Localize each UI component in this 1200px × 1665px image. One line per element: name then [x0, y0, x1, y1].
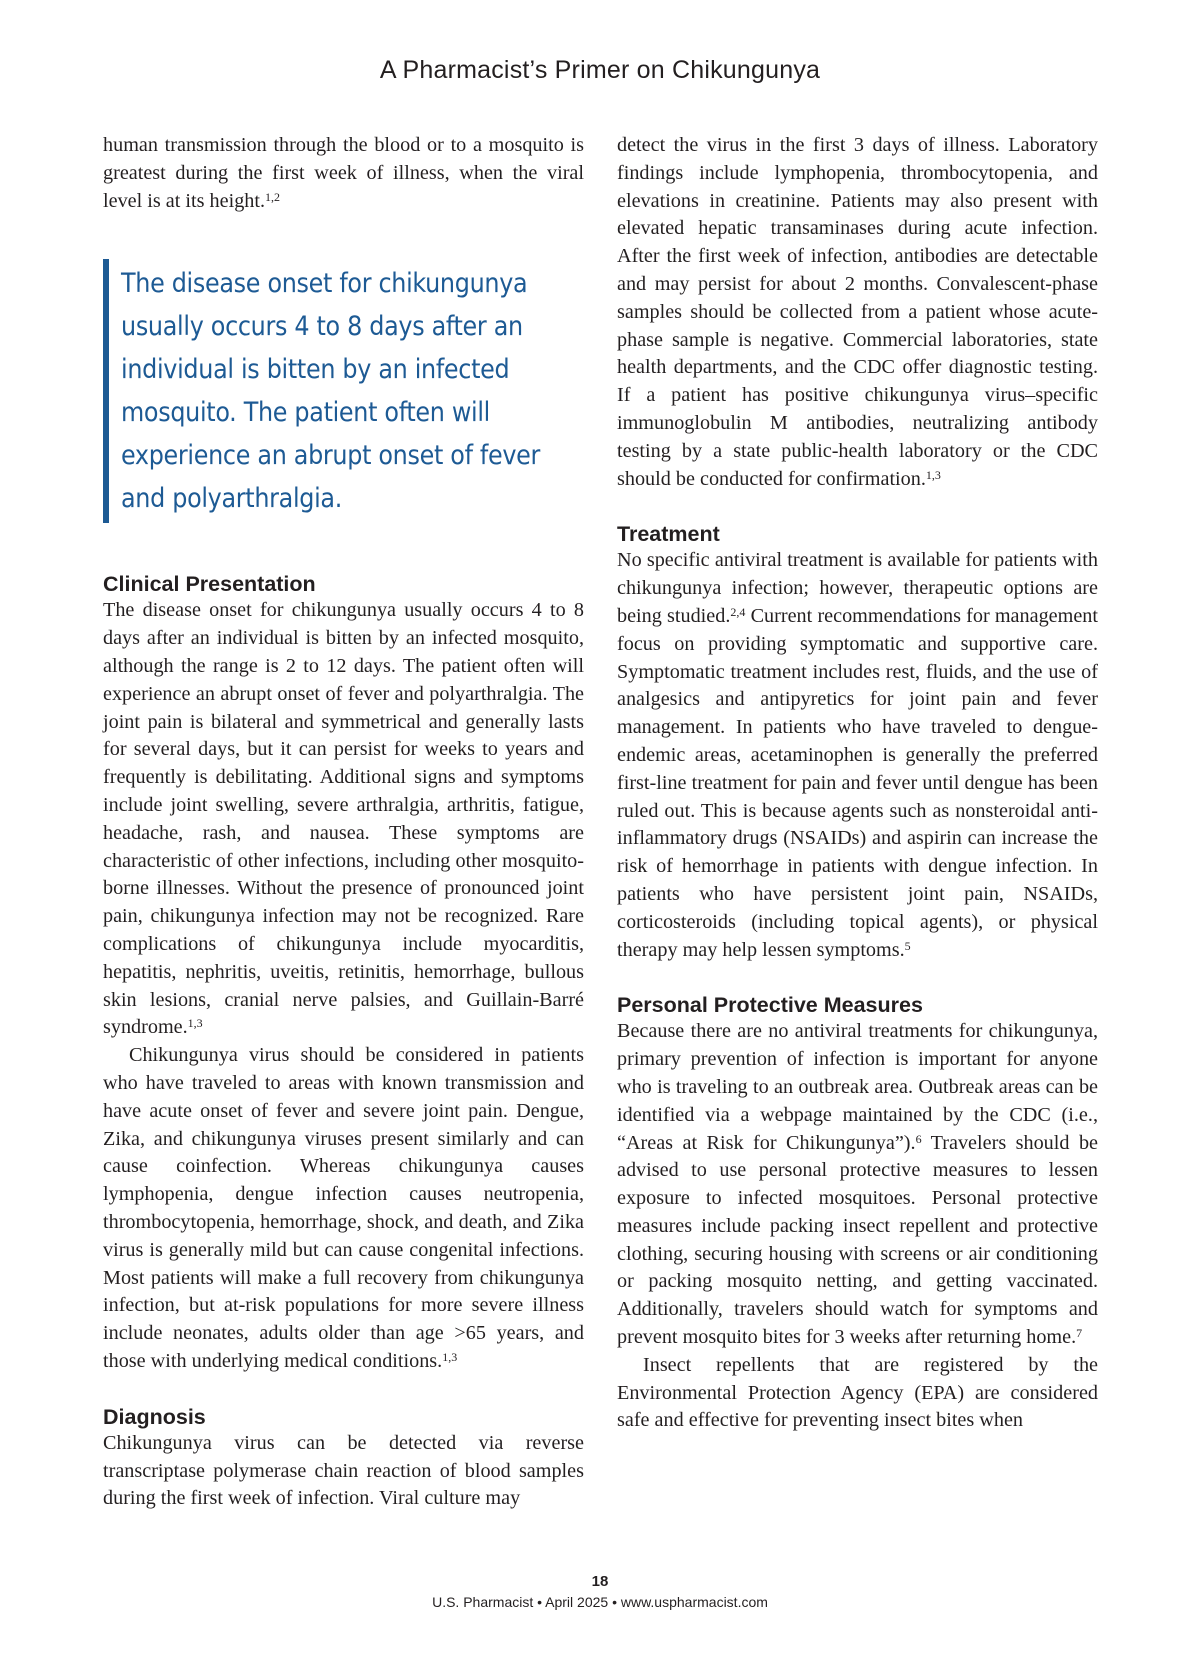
citation: 2,4 [730, 604, 746, 619]
citation: 1,3 [187, 1016, 203, 1031]
left-column [103, 132, 584, 1513]
diagnosis-paragraph-1: Chikungunya virus can be detected via reverse transcriptase polymerase chain reaction of blood samples during the first week of infection. Viral culture may [103, 1431, 584, 1510]
intro-paragraph: human transmission through the blood or to a mosquito is greatest during the first week of illness, when the viral level is at its height.$^{1,2}$ [103, 134, 584, 212]
citation: 1,3 [925, 467, 941, 482]
running-head: A Pharmacist’s Primer on Chikungunya [379, 56, 821, 84]
right-column [617, 132, 1098, 1435]
citation: 6 [915, 1131, 922, 1146]
diagnosis-paragraph-continued: detect the virus in the first 3 days of illness. Laboratory findings include lymphopenia, thrombocytopenia, and elevations in creatinine. Patients may also present with elevated hepatic transaminases during acute infection. After the first week of infection, antibodies are detectable and may persist for about 2 months. Convalescent-phase samples should be collected from a patient whose acute-phase sample is negative. Commercial laboratories, state health departments, and the CDC offer diagnostic testing. If a patient has positive chikungunya virus–specific immunoglobulin M antibodies, neutralizing antibody testing by a state public-health laboratory or the CDC should be conducted for confirmation.$^{1,3}$ [617, 134, 1098, 490]
protective-paragraph-2: Insect repellents that are registered by the Environmental Protection Agency (EPA) are considered safe and effective for preventing insect bites when [617, 1353, 1098, 1432]
section-heading-personal-protective-measures: Personal Protective Measures [617, 993, 923, 1018]
citation: 1,2 [265, 189, 281, 204]
citation: 5 [904, 938, 911, 953]
page-number: 18 [591, 1573, 609, 1590]
citation: 1,3 [442, 1349, 458, 1364]
pull-quote: The disease onset for chikungunya usually occurs 4 to 8 days after an individual is bitten by an infected mosquito. The patient often will experience an abrupt onset of fever and polyarthralgia. [103, 259, 584, 523]
section-heading-diagnosis: Diagnosis [103, 1404, 206, 1429]
section-heading-clinical-presentation: Clinical Presentation [103, 572, 316, 597]
page-footer [0, 1572, 1200, 1612]
treatment-paragraph: No specific antiviral treatment is available for patients with chikungunya infection; however, therapeutic options are being studied.$^{2,4}$ Current recommendations for management focus on providing symptomatic and supportive care. Symptomatic treatment includes rest, fluids, and the use of analgesics and antipyretics for joint pain and fever management. In patients who have traveled to dengue-endemic areas, acetaminophen is generally the preferred first-line treatment for pain and fever until dengue has been ruled out. This is because agents such as nonsteroidal anti-inflammatory drugs (NSAIDs) and aspirin can increase the risk of hemorrhage in patients with dengue infection. In patients who have persistent joint pain, NSAIDs, corticosteroids (including topical agents), or physical therapy may help lessen symptoms.$^5$ [617, 549, 1098, 961]
clinical-paragraph-1: The disease onset for chikungunya usually occurs 4 to 8 days after an individual is bitten by an infected mosquito, although the range is 2 to 12 days. The patient often will experience an abrupt onset of fever and polyarthralgia. The joint pain is bilateral and symmetrical and generally lasts for several days, but it can persist for weeks to years and frequently is debilitating. Additional signs and symptoms include joint swelling, severe arthralgia, arthritis, fatigue, headache, rash, and nausea. These symptoms are characteristic of other infections, including other mosquito-borne illnesses. Without the presence of pronounced joint pain, chikungunya infection may not be recognized. Rare complications of chikungunya include myocarditis, hepatitis, nephritis, uveitis, retinitis, hemorrhage, bullous skin lesions, cranial nerve palsies, and Guillain-Barré syndrome.$^{1,3}$ [103, 599, 584, 1039]
protective-paragraph-1: Because there are no antiviral treatments for chikungunya, primary prevention of infection is important for anyone who is traveling to an outbreak area. Outbreak areas can be identified via a webpage maintained by the CDC (i.e., “Areas at Risk for Chikungunya”).$^6$ Travelers should be advised to use personal protective measures to lessen exposure to infected mosquitoes. Personal protective measures include packing insect repellent and protective clothing, securing housing with screens or air conditioning or packing mosquito netting, and getting vaccinated. Additionally, travelers should watch for symptoms and prevent mosquito bites for 3 weeks after returning home.$^7$ [617, 1020, 1098, 1349]
section-heading-treatment: Treatment [617, 522, 720, 547]
clinical-paragraph-2: Chikungunya virus should be considered in patients who have traveled to areas with known transmission and have acute onset of fever and severe joint pain. Dengue, Zika, and chikungunya viruses present similarly and can cause coinfection. Whereas chikungunya causes lymphopenia, dengue infection causes neutropenia, thrombocytopenia, hemorrhage, shock, and death, and Zika virus is generally mild but can cause congenital infections. Most patients will make a full recovery from chikungunya infection, but at-risk populations for more severe illness include neonates, adults older than age >65 years, and those with underlying medical conditions.$^{1,3}$ [103, 1044, 584, 1372]
publication-line: U.S. Pharmacist • April 2025 • www.uspharmacist.com [432, 1594, 768, 1610]
citation: 7 [1076, 1326, 1083, 1341]
